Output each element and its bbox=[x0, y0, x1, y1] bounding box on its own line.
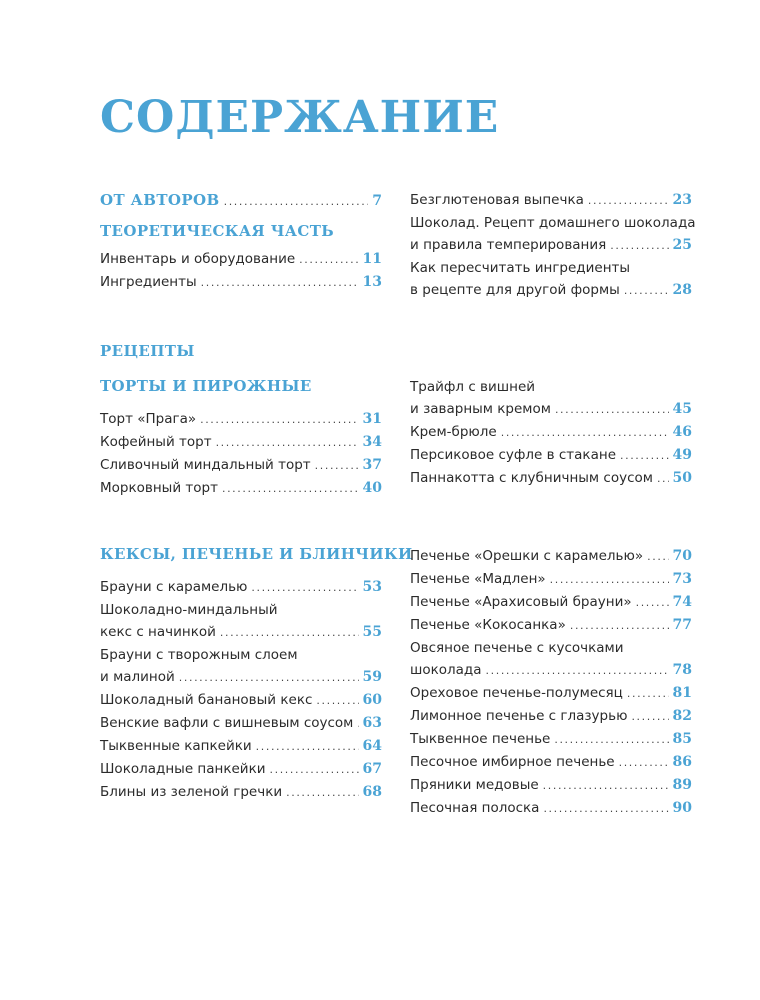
page-number: 60 bbox=[362, 692, 382, 708]
dot-leader bbox=[270, 759, 359, 781]
toc-entry[interactable]: Тыквенное печенье ..... 85 bbox=[410, 728, 692, 751]
page-number: 74 bbox=[672, 594, 692, 610]
dot-leader bbox=[657, 468, 669, 490]
dot-leader bbox=[179, 667, 359, 689]
page-number: 85 bbox=[672, 731, 692, 747]
dot-leader bbox=[555, 399, 669, 421]
page-number: 11 bbox=[362, 251, 382, 267]
page-number: 70 bbox=[672, 548, 692, 564]
toc-entry[interactable]: Пряники медовые ..... 89 bbox=[410, 774, 692, 797]
dot-leader bbox=[554, 729, 668, 751]
dot-leader bbox=[624, 280, 669, 302]
toc-entry[interactable]: Печенье «Орешки с карамелью» ..... 70 bbox=[410, 545, 692, 568]
section-heading-theory: ТЕОРЕТИЧЕСКАЯ ЧАСТЬ bbox=[100, 222, 335, 240]
toc-entry[interactable]: Торт «Прага» ..... 31 bbox=[100, 408, 382, 431]
toc-entry[interactable]: Как пересчитать ингредиенты в рецепте для другой формы ..... 28 bbox=[410, 257, 692, 302]
page-number: 77 bbox=[672, 617, 692, 633]
dot-leader bbox=[315, 455, 359, 477]
toc-entry[interactable]: Песочное имбирное печенье ..... 86 bbox=[410, 751, 692, 774]
page-number: 82 bbox=[672, 708, 692, 724]
dot-leader bbox=[251, 577, 358, 599]
dot-leader bbox=[316, 690, 358, 712]
dot-leader bbox=[357, 713, 358, 735]
page-number: 37 bbox=[362, 457, 382, 473]
toc-entry[interactable]: Инвентарь и оборудование ..... 11 bbox=[100, 248, 382, 271]
dot-leader bbox=[256, 736, 359, 758]
toc-entry[interactable]: Трайфл с вишней и заварным кремом ..... 45 bbox=[410, 376, 692, 421]
page-number: 13 bbox=[362, 274, 382, 290]
toc-entry[interactable]: Печенье «Кокосанка» ..... 77 bbox=[410, 614, 692, 637]
toc-entry[interactable]: Блины из зеленой гречки ..... 68 bbox=[100, 781, 382, 804]
dot-leader bbox=[200, 409, 358, 431]
dot-leader bbox=[636, 592, 669, 614]
section-heading-recipes: РЕЦЕПТЫ bbox=[100, 342, 195, 360]
toc-list-intro-right bbox=[410, 189, 696, 302]
toc-entry[interactable]: Венские вафли с вишневым соусом ..... 63 bbox=[100, 712, 382, 735]
page-number: 73 bbox=[672, 571, 692, 587]
toc-entry[interactable]: Кофейный торт ..... 34 bbox=[100, 431, 382, 454]
toc-list-cakes-left bbox=[100, 408, 382, 500]
dot-leader bbox=[620, 445, 669, 467]
page-number: 67 bbox=[362, 761, 382, 777]
toc-entry[interactable]: Ореховое печенье-полумесяц ..... 81 bbox=[410, 682, 692, 705]
page-number: 68 bbox=[362, 784, 382, 800]
toc-entry[interactable]: Безглютеновая выпечка ..... 23 bbox=[410, 189, 692, 212]
toc-entry[interactable]: Печенье «Мадлен» ..... 73 bbox=[410, 568, 692, 591]
dot-leader bbox=[570, 615, 669, 637]
page-number: 63 bbox=[362, 715, 382, 731]
dot-leader bbox=[501, 422, 669, 444]
page-number: 25 bbox=[672, 237, 692, 253]
page-number: 50 bbox=[672, 470, 692, 486]
page-number: 31 bbox=[362, 411, 382, 427]
toc-entry[interactable]: Шоколадно-миндальный кекс с начинкой ..... 55 bbox=[100, 599, 382, 644]
toc-entry[interactable]: Шоколадные панкейки ..... 67 bbox=[100, 758, 382, 781]
toc-entry-authors[interactable]: ОТ АВТОРОВ ..... 7 bbox=[100, 189, 382, 213]
dot-leader bbox=[588, 190, 669, 212]
dot-leader bbox=[220, 622, 359, 644]
dot-leader bbox=[286, 782, 358, 804]
dot-leader bbox=[224, 191, 369, 213]
toc-entry[interactable]: Шоколад. Рецепт домашнего шоколада и правила темперирования ..... 25 bbox=[410, 212, 692, 257]
section-heading-cookies: КЕКСЫ, ПЕЧЕНЬЕ И БЛИНЧИКИ bbox=[100, 545, 413, 563]
page-number: 55 bbox=[362, 624, 382, 640]
toc-entry[interactable]: Брауни с творожным слоем и малиной ..... 59 bbox=[100, 644, 382, 689]
page-number: 59 bbox=[362, 669, 382, 685]
dot-leader bbox=[610, 235, 668, 257]
toc-entry[interactable]: Морковный торт ..... 40 bbox=[100, 477, 382, 500]
page-number: 23 bbox=[672, 192, 692, 208]
page-number: 34 bbox=[362, 434, 382, 450]
page-number: 45 bbox=[672, 401, 692, 417]
page-number: 53 bbox=[362, 579, 382, 595]
dot-leader bbox=[543, 798, 668, 820]
toc-list-cookies-right bbox=[410, 545, 692, 820]
toc-entry[interactable]: Персиковое суфле в стакане ..... 49 bbox=[410, 444, 692, 467]
section-heading-cakes: ТОРТЫ И ПИРОЖНЫЕ bbox=[100, 377, 312, 395]
page-number: 28 bbox=[672, 282, 692, 298]
dot-leader bbox=[647, 546, 668, 568]
page-number: 64 bbox=[362, 738, 382, 754]
page-number: 86 bbox=[672, 754, 692, 770]
page-number: 90 bbox=[672, 800, 692, 816]
dot-leader bbox=[550, 569, 669, 591]
page-number: 81 bbox=[672, 685, 692, 701]
dot-leader bbox=[486, 660, 669, 682]
toc-entry[interactable]: Песочная полоска ..... 90 bbox=[410, 797, 692, 820]
dot-leader bbox=[222, 478, 359, 500]
toc-list-cookies-left bbox=[100, 576, 382, 804]
toc-entry[interactable]: Паннакотта с клубничным соусом ..... 50 bbox=[410, 467, 692, 490]
page-number: 46 bbox=[672, 424, 692, 440]
page-number: 40 bbox=[362, 480, 382, 496]
toc-entry[interactable]: Тыквенные капкейки ..... 64 bbox=[100, 735, 382, 758]
page-number: 78 bbox=[672, 662, 692, 678]
dot-leader bbox=[299, 249, 358, 271]
toc-list-cakes-right bbox=[410, 376, 692, 490]
dot-leader bbox=[216, 432, 359, 454]
toc-entry[interactable]: Лимонное печенье с глазурью ..... 82 bbox=[410, 705, 692, 728]
page-number: 89 bbox=[672, 777, 692, 793]
toc-entry[interactable]: Брауни с карамелью ..... 53 bbox=[100, 576, 382, 599]
dot-leader bbox=[619, 752, 669, 774]
toc-entry[interactable]: Шоколадный банановый кекс ..... 60 bbox=[100, 689, 382, 712]
toc-entry[interactable]: Овсяное печенье с кусочками шоколада ..... 78 bbox=[410, 637, 692, 682]
dot-leader bbox=[627, 683, 669, 705]
dot-leader bbox=[631, 706, 668, 728]
page-title: СОДЕРЖАНИЕ bbox=[100, 92, 500, 143]
page-number: 7 bbox=[372, 193, 382, 209]
toc-entry[interactable]: Крем-брюле ..... 46 bbox=[410, 421, 692, 444]
dot-leader bbox=[201, 272, 359, 294]
page-number: 49 bbox=[672, 447, 692, 463]
toc-entry[interactable]: Печенье «Арахисовый брауни» ..... 74 bbox=[410, 591, 692, 614]
toc-entry[interactable]: Сливочный миндальный торт ..... 37 bbox=[100, 454, 382, 477]
toc-list-theory bbox=[100, 248, 382, 294]
toc-entry[interactable]: Ингредиенты ..... 13 bbox=[100, 271, 382, 294]
dot-leader bbox=[543, 775, 669, 797]
